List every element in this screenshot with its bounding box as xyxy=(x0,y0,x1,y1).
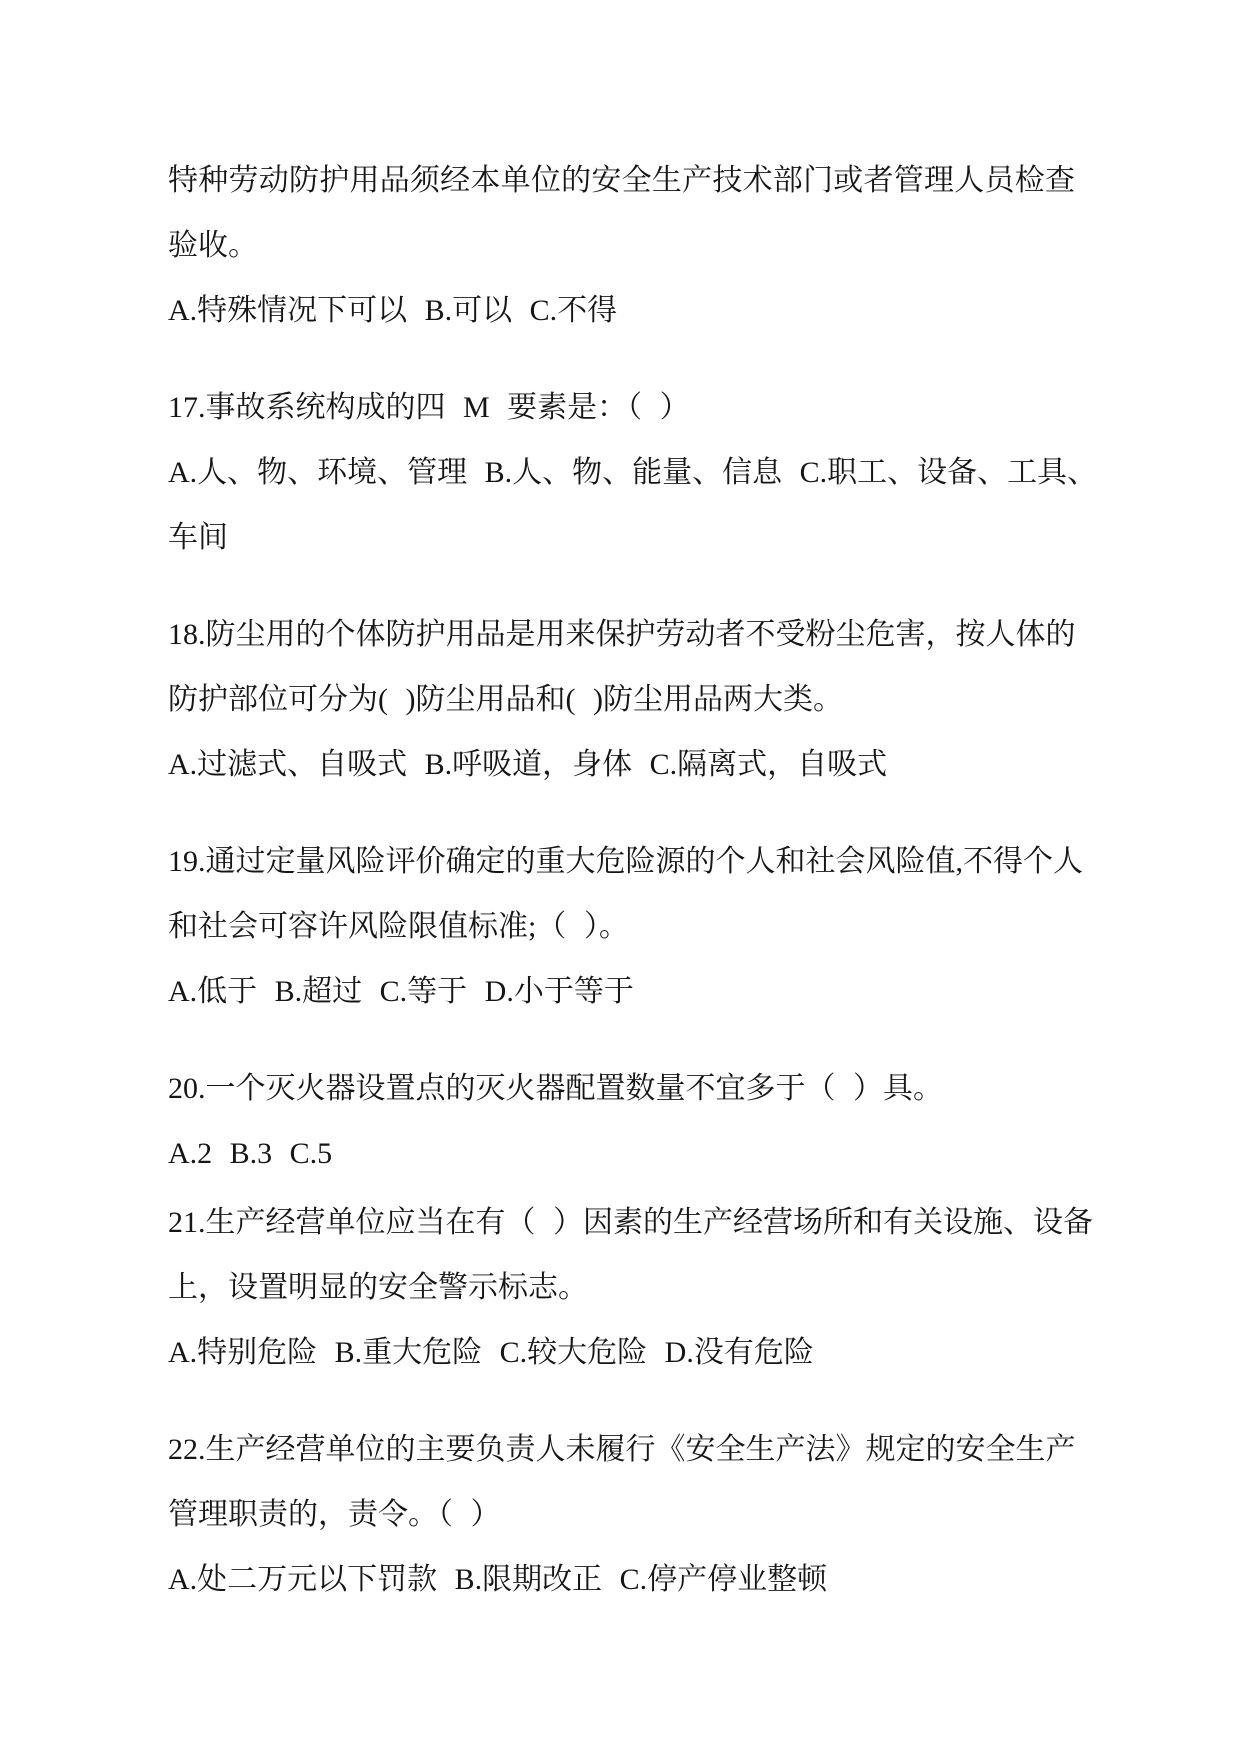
q19-text-line-1: 19.通过定量风险评价确定的重大危险源的个人和社会风险值,不得个人 xyxy=(168,845,1083,878)
q18-options-line: A.过滤式、自吸式 B.呼吸道，身体 C.隔离式，自吸式 xyxy=(168,748,888,781)
question-20 xyxy=(168,1056,1075,1186)
q22-text-line-1: 22.生产经营单位的主要负责人未履行《安全生产法》规定的安全生产 xyxy=(168,1433,1076,1466)
question-16-continuation xyxy=(168,148,1075,343)
q22-options-line: A.处二万元以下罚款 B.限期改正 C.停产停业整顿 xyxy=(168,1563,828,1596)
q21-text-line-1: 21.生产经营单位应当在有（ ）因素的生产经营场所和有关设施、设备 xyxy=(168,1206,1093,1239)
q16-text-line-2: 验收。 xyxy=(168,229,258,262)
q19-options-line: A.低于 B.超过 C.等于 D.小于等于 xyxy=(168,975,634,1008)
question-22 xyxy=(168,1417,1075,1612)
q16-text-line-1: 特种劳动防护用品须经本单位的安全生产技术部门或者管理人员检查 xyxy=(168,164,1075,197)
question-17 xyxy=(168,375,1098,570)
q17-options-line-1: A.人、物、环境、管理 B.人、物、能量、信息 C.职工、设备、工具、 xyxy=(168,456,1098,489)
q18-text-line-1: 18.防尘用的个体防护用品是用来保护劳动者不受粉尘危害，按人体的 xyxy=(168,618,1076,651)
question-19 xyxy=(168,829,1083,1024)
question-18 xyxy=(168,602,1075,797)
q21-text-line-2: 上，设置明显的安全警示标志。 xyxy=(168,1271,588,1304)
q19-text-line-2: 和社会可容许风险限值标准;（ ）。 xyxy=(168,910,629,943)
q17-options-line-2: 车间 xyxy=(168,521,228,554)
q17-text-line: 17.事故系统构成的四 M 要素是：（ ） xyxy=(168,391,690,424)
q20-options-line: A.2 B.3 C.5 xyxy=(168,1137,333,1170)
q21-options-line: A.特别危险 B.重大危险 C.较大危险 D.没有危险 xyxy=(168,1336,814,1369)
question-21 xyxy=(168,1190,1093,1385)
q22-text-line-2: 管理职责的，责令。（ ） xyxy=(168,1498,501,1531)
q16-options-line: A.特殊情况下可以 B.可以 C.不得 xyxy=(168,294,618,327)
q20-text-line: 20.一个灭火器设置点的灭火器配置数量不宜多于（ ）具。 xyxy=(168,1072,943,1105)
q18-text-line-2: 防护部位可分为( )防尘用品和( )防尘用品两大类。 xyxy=(168,683,843,716)
